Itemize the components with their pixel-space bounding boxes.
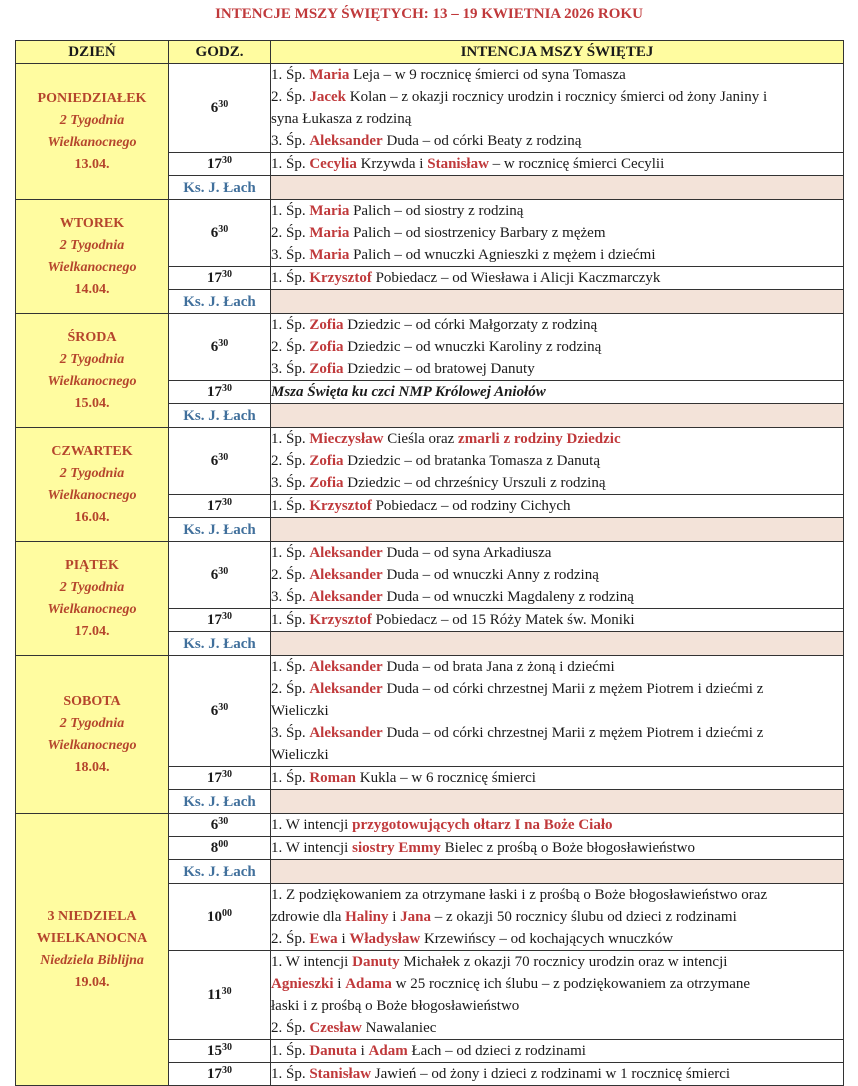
mass-time [169, 153, 271, 176]
highlighted-name: Aleksander [309, 545, 383, 561]
intention-cell [271, 64, 844, 153]
intention-line [271, 678, 843, 700]
highlighted-name: przygotowujących ołtarz I na Boże Ciało [352, 817, 613, 833]
intention-text: w 25 rocznicę ich ślubu – z podziękowaniem za otrzymane [391, 976, 751, 992]
highlighted-name: Czesław [309, 1020, 362, 1036]
intention-text: 3. Śp. [271, 361, 310, 377]
intention-line [271, 995, 843, 1017]
priest-name: Ks. J. Łach [169, 176, 271, 200]
highlighted-name: Mieczysław [309, 431, 384, 447]
intention-text: Pobiedacz – od 15 Róży Matek św. Moniki [371, 612, 635, 628]
intention-text: Wieliczki [271, 703, 329, 719]
intention-text: Pobiedacz – od Wiesława i Alicji Kaczmarczyk [371, 270, 661, 286]
intention-text: Bielec z prośbą o Boże błogosławieństwo [440, 840, 695, 856]
header-hour: GODZ. [169, 41, 271, 64]
highlighted-name: Cecylia [309, 156, 357, 172]
priest-name: Ks. J. Łach [169, 790, 271, 814]
mass-hour: 17 [207, 612, 222, 628]
intention-line [271, 108, 843, 130]
mass-schedule-table [15, 40, 844, 1086]
highlighted-name: Roman [309, 770, 357, 786]
day-liturgical-week: Niedziela Biblijna [40, 952, 144, 968]
day-name: CZWARTEK [51, 443, 133, 459]
intention-text: Palich – od wnuczki Agnieszki z mężem i dziećmi [349, 247, 656, 263]
highlighted-name: Aleksander [309, 725, 383, 741]
intention-text: 1. Śp. [271, 770, 310, 786]
day-cell [16, 428, 169, 542]
mass-time [169, 64, 271, 153]
priest-row-blank [271, 860, 844, 884]
intention-text: Dziedzic – od córki Małgorzaty z rodziną [343, 317, 598, 333]
mass-row [16, 814, 844, 837]
intention-text: 1. W intencji [271, 954, 353, 970]
day-name: SOBOTA [63, 693, 121, 709]
intention-text: Michałek z okazji 70 rocznicy urodzin oraz w intencji [399, 954, 728, 970]
intention-text: 2. Śp. [271, 225, 310, 241]
highlighted-name: Jana [400, 909, 432, 925]
day-name: PONIEDZIAŁEK [37, 90, 147, 106]
mass-minute: 30 [222, 769, 232, 780]
day-cell [16, 314, 169, 428]
intention-text: i [337, 931, 350, 947]
highlighted-name: Danuty [352, 954, 400, 970]
intention-text: i [356, 1043, 369, 1059]
intention-text: 1. Śp. [271, 545, 310, 561]
highlighted-name: Aleksander [309, 659, 383, 675]
day-date: 13.04. [74, 156, 110, 172]
mass-time [169, 656, 271, 767]
day-date: 19.04. [74, 974, 110, 990]
intention-line [271, 336, 843, 358]
intention-cell [271, 542, 844, 609]
intention-line [271, 973, 843, 995]
intention-text: 1. Śp. [271, 67, 310, 83]
mass-time [169, 314, 271, 381]
mass-time [169, 542, 271, 609]
intention-text: łaski i z prośbą o Boże błogosławieństwo [271, 998, 520, 1014]
intention-line [271, 267, 843, 289]
priest-row-blank [271, 404, 844, 428]
intention-cell [271, 609, 844, 632]
intention-text: – w rocznicę śmierci Cecylii [488, 156, 665, 172]
intention-line [271, 586, 843, 608]
intention-text: 1. Śp. [271, 612, 310, 628]
intention-line [271, 928, 843, 950]
intention-line [271, 358, 843, 380]
intention-line [271, 700, 843, 722]
intention-cell [271, 1063, 844, 1086]
intention-cell [271, 814, 844, 837]
intention-cell [271, 314, 844, 381]
mass-minute: 30 [222, 1042, 232, 1053]
priest-row-blank [271, 176, 844, 200]
priest-name: Ks. J. Łach [169, 632, 271, 656]
mass-time [169, 200, 271, 267]
highlighted-name: Stanisław [309, 1066, 372, 1082]
mass-minute: 30 [218, 816, 229, 827]
intention-text: 1. Z podziękowaniem za otrzymane łaski i z prośbą o Boże błogosławieństwo oraz [271, 887, 768, 903]
intention-text: i [333, 976, 346, 992]
day-cell [16, 64, 169, 200]
intention-text: 2. Śp. [271, 567, 310, 583]
intention-text: syna Łukasza z rodziną [271, 111, 412, 127]
intention-text: 2. Śp. [271, 681, 310, 697]
mass-hour: 15 [207, 1043, 222, 1059]
intention-text: Duda – od brata Jana z żoną i dziećmi [382, 659, 615, 675]
intention-text: Palich – od siostrzenicy Barbary z mężem [349, 225, 606, 241]
intention-line [271, 381, 843, 403]
intention-text: 1. Śp. [271, 1043, 310, 1059]
mass-time [169, 495, 271, 518]
mass-minute: 30 [222, 611, 232, 622]
intention-line [271, 814, 843, 836]
day-liturgical-season: Wielkanocnego [47, 737, 137, 753]
mass-hour: 17 [207, 156, 222, 172]
intention-line [271, 542, 843, 564]
day-liturgical-season: Wielkanocnego [47, 373, 137, 389]
intention-text: 1. Śp. [271, 317, 310, 333]
header-day: DZIEŃ [16, 41, 169, 64]
highlighted-name: Zofia [309, 475, 344, 491]
priest-row-blank [271, 632, 844, 656]
intention-line [271, 951, 843, 973]
day-date: 18.04. [74, 759, 110, 775]
mass-hour: 6 [210, 703, 219, 719]
mass-minute: 30 [222, 1065, 232, 1076]
highlighted-name: Zofia [309, 453, 344, 469]
intention-line [271, 1063, 843, 1085]
mass-hour: 17 [207, 270, 222, 286]
intention-line [271, 656, 843, 678]
priest-row-blank [271, 518, 844, 542]
intention-line [271, 64, 843, 86]
day-name: ŚRODA [67, 329, 117, 345]
intention-line [271, 428, 843, 450]
day-liturgical-week: 2 Tygodnia [59, 465, 125, 481]
highlighted-name: Zofia [309, 361, 344, 377]
mass-minute: 30 [218, 224, 229, 235]
highlighted-name: Aleksander [309, 133, 383, 149]
highlighted-name: Krzysztof [309, 498, 372, 514]
mass-hour: 8 [210, 840, 219, 856]
intention-text: Wieliczki [271, 747, 329, 763]
highlighted-name: Władysław [349, 931, 421, 947]
highlighted-name: Krzysztof [309, 270, 372, 286]
intention-text: 1. Śp. [271, 498, 310, 514]
intention-cell [271, 767, 844, 790]
intention-text: Duda – od syna Arkadiusza [382, 545, 552, 561]
mass-hour: 6 [210, 567, 219, 583]
mass-minute: 30 [222, 383, 232, 394]
highlighted-name: Aleksander [309, 567, 383, 583]
day-liturgical-season: Wielkanocnego [47, 259, 137, 275]
mass-hour: 6 [210, 817, 219, 833]
day-liturgical-week: 2 Tygodnia [59, 237, 125, 253]
intention-text: 2. Śp. [271, 89, 310, 105]
mass-minute: 00 [222, 908, 232, 919]
intention-text: Duda – od córki chrzestnej Marii z mężem Piotrem i dziećmi z [382, 725, 764, 741]
mass-hour: 6 [210, 453, 219, 469]
mass-row [16, 64, 844, 153]
mass-minute: 30 [221, 986, 232, 997]
mass-time [169, 884, 271, 951]
intention-cell [271, 951, 844, 1040]
intention-text: 1. W intencji [271, 817, 353, 833]
intention-text: Duda – od wnuczki Anny z rodziną [382, 567, 599, 583]
mass-hour: 11 [207, 987, 222, 1003]
day-name: 3 NIEDZIELA [47, 908, 137, 924]
mass-time [169, 767, 271, 790]
intention-text: Dziedzic – od bratanka Tomasza z Danutą [343, 453, 600, 469]
mass-hour: 17 [207, 770, 222, 786]
highlighted-name: Zofia [309, 317, 344, 333]
day-liturgical-season: Wielkanocnego [47, 134, 137, 150]
intention-text: 3. Śp. [271, 475, 310, 491]
header-intention: INTENCJA MSZY ŚWIĘTEJ [271, 41, 844, 64]
intention-line [271, 884, 843, 906]
mass-time [169, 609, 271, 632]
highlighted-name: Agnieszki [271, 976, 334, 992]
intention-text: 2. Śp. [271, 453, 310, 469]
priest-row-blank [271, 790, 844, 814]
mass-row [16, 200, 844, 267]
highlighted-name: Maria [309, 247, 350, 263]
mass-minute: 00 [218, 839, 229, 850]
special-intention: Msza Święta ku czci NMP Królowej Aniołów [271, 384, 546, 400]
intention-text: – z okazji 50 rocznicy ślubu od dzieci z rodzinami [431, 909, 737, 925]
highlighted-name: Adama [345, 976, 392, 992]
mass-hour: 17 [207, 384, 222, 400]
mass-time [169, 837, 271, 860]
mass-time [169, 381, 271, 404]
day-name: WTOREK [59, 215, 125, 231]
day-date: 15.04. [74, 395, 110, 411]
intention-text: Dziedzic – od chrześnicy Urszuli z rodziną [343, 475, 606, 491]
day-name-line2: WIELKANOCNA [36, 930, 148, 946]
intention-text: 3. Śp. [271, 133, 310, 149]
intention-text: Palich – od siostry z rodziną [349, 203, 524, 219]
intention-cell [271, 428, 844, 495]
intention-line [271, 1017, 843, 1039]
highlighted-name: Stanisław [427, 156, 489, 172]
mass-time [169, 1063, 271, 1086]
highlighted-name: Ewa [309, 931, 338, 947]
highlighted-name: Jacek [309, 89, 347, 105]
highlighted-name: Maria [309, 203, 350, 219]
intention-cell [271, 884, 844, 951]
day-liturgical-week: 2 Tygodnia [59, 715, 125, 731]
mass-hour: 10 [207, 909, 222, 925]
intention-text: 2. Śp. [271, 1020, 310, 1036]
highlighted-name: Maria [309, 67, 350, 83]
intention-text: Krzewińscy – od kochających wnuczków [420, 931, 674, 947]
mass-time [169, 428, 271, 495]
schedule-body [16, 64, 844, 1086]
intention-line [271, 200, 843, 222]
day-date: 14.04. [74, 281, 110, 297]
intention-text: 1. Śp. [271, 659, 310, 675]
intention-text: 2. Śp. [271, 931, 310, 947]
mass-row [16, 656, 844, 767]
mass-minute: 30 [218, 338, 229, 349]
intention-text: Pobiedacz – od rodziny Cichych [371, 498, 571, 514]
mass-row [16, 428, 844, 495]
highlighted-name: Aleksander [309, 681, 383, 697]
intention-text: Kolan – z okazji rocznicy urodzin i rocznicy śmierci od żony Janiny i [346, 89, 768, 105]
day-name: PIĄTEK [65, 557, 119, 573]
intention-line [271, 222, 843, 244]
day-liturgical-season: Wielkanocnego [47, 487, 137, 503]
intention-line [271, 837, 843, 859]
intention-text: 1. Śp. [271, 203, 310, 219]
mass-time [169, 267, 271, 290]
intention-text: 2. Śp. [271, 339, 310, 355]
day-cell [16, 656, 169, 814]
mass-row [16, 542, 844, 609]
intention-cell [271, 267, 844, 290]
intention-line [271, 472, 843, 494]
intention-line [271, 722, 843, 744]
highlighted-name: Haliny [345, 909, 389, 925]
mass-hour: 17 [207, 1066, 222, 1082]
intention-line [271, 450, 843, 472]
priest-name: Ks. J. Łach [169, 518, 271, 542]
mass-minute: 30 [218, 566, 229, 577]
intention-line [271, 130, 843, 152]
intention-line [271, 1040, 843, 1062]
intention-text: Krzywda i [356, 156, 428, 172]
day-liturgical-week: 2 Tygodnia [59, 351, 125, 367]
highlighted-name: Adam [368, 1043, 408, 1059]
intention-line [271, 564, 843, 586]
intention-cell [271, 153, 844, 176]
intention-text: 1. Śp. [271, 270, 310, 286]
priest-row-blank [271, 290, 844, 314]
mass-hour: 6 [210, 339, 219, 355]
header-row [16, 41, 844, 64]
intention-line [271, 906, 843, 928]
mass-minute: 30 [222, 497, 232, 508]
day-liturgical-season: Wielkanocnego [47, 601, 137, 617]
intention-text: 1. Śp. [271, 431, 310, 447]
intention-line [271, 86, 843, 108]
intention-line [271, 609, 843, 631]
day-cell [16, 814, 169, 1086]
intention-line [271, 767, 843, 789]
intention-text: zdrowie dla [271, 909, 346, 925]
highlighted-name: Krzysztof [309, 612, 372, 628]
day-cell [16, 200, 169, 314]
intention-line [271, 495, 843, 517]
intention-cell [271, 656, 844, 767]
mass-minute: 30 [218, 702, 229, 713]
mass-minute: 30 [222, 269, 232, 280]
mass-minute: 30 [222, 155, 232, 166]
intention-text: 3. Śp. [271, 247, 310, 263]
day-liturgical-week: 2 Tygodnia [59, 112, 125, 128]
mass-time [169, 951, 271, 1040]
intention-line [271, 244, 843, 266]
intention-text: Dziedzic – od bratowej Danuty [343, 361, 535, 377]
intention-text: Duda – od córki Beaty z rodziną [382, 133, 582, 149]
mass-time [169, 1040, 271, 1063]
intention-text: Leja – w 9 rocznicę śmierci od syna Tomasza [349, 67, 626, 83]
intention-text: Kukla – w 6 rocznicę śmierci [356, 770, 536, 786]
highlighted-name: Zofia [309, 339, 344, 355]
intention-cell [271, 1040, 844, 1063]
intention-text: Dziedzic – od wnuczki Karoliny z rodziną [343, 339, 602, 355]
mass-time [169, 814, 271, 837]
intention-text: Duda – od wnuczki Magdaleny z rodziną [382, 589, 634, 605]
priest-name: Ks. J. Łach [169, 860, 271, 884]
intention-cell [271, 200, 844, 267]
highlighted-name: Danuta [309, 1043, 357, 1059]
mass-hour: 6 [210, 100, 219, 116]
highlighted-name: siostry Emmy [352, 840, 441, 856]
intention-line [271, 744, 843, 766]
intention-text: 3. Śp. [271, 725, 310, 741]
mass-minute: 30 [218, 452, 229, 463]
intention-cell [271, 495, 844, 518]
mass-row [16, 314, 844, 381]
intention-text: Nawalaniec [361, 1020, 437, 1036]
priest-name: Ks. J. Łach [169, 290, 271, 314]
intention-text: 1. W intencji [271, 840, 353, 856]
intention-text: Jawień – od żony i dzieci z rodzinami w 1 rocznicę śmierci [371, 1066, 731, 1082]
highlighted-name: Aleksander [309, 589, 383, 605]
page-title: INTENCJE MSZY ŚWIĘTYCH: 13 – 19 KWIETNIA 2026 ROKU [215, 6, 643, 22]
intention-text: i [388, 909, 401, 925]
day-date: 16.04. [74, 509, 110, 525]
intention-text: Cieśla oraz [383, 431, 459, 447]
intention-cell [271, 837, 844, 860]
highlighted-name: Maria [309, 225, 350, 241]
intention-line [271, 314, 843, 336]
day-cell [16, 542, 169, 656]
intention-line [271, 153, 843, 175]
mass-minute: 30 [218, 99, 229, 110]
day-date: 17.04. [74, 623, 110, 639]
mass-hour: 6 [210, 225, 219, 241]
intention-text: Łach – od dzieci z rodzinami [407, 1043, 586, 1059]
day-liturgical-week: 2 Tygodnia [59, 579, 125, 595]
mass-hour: 17 [207, 498, 222, 514]
intention-text: 3. Śp. [271, 589, 310, 605]
intention-cell [271, 381, 844, 404]
priest-name: Ks. J. Łach [169, 404, 271, 428]
intention-text: 1. Śp. [271, 156, 310, 172]
highlighted-name: zmarli z rodziny Dziedzic [458, 431, 621, 447]
intention-text: 1. Śp. [271, 1066, 310, 1082]
intention-text: Duda – od córki chrzestnej Marii z mężem Piotrem i dziećmi z [382, 681, 764, 697]
